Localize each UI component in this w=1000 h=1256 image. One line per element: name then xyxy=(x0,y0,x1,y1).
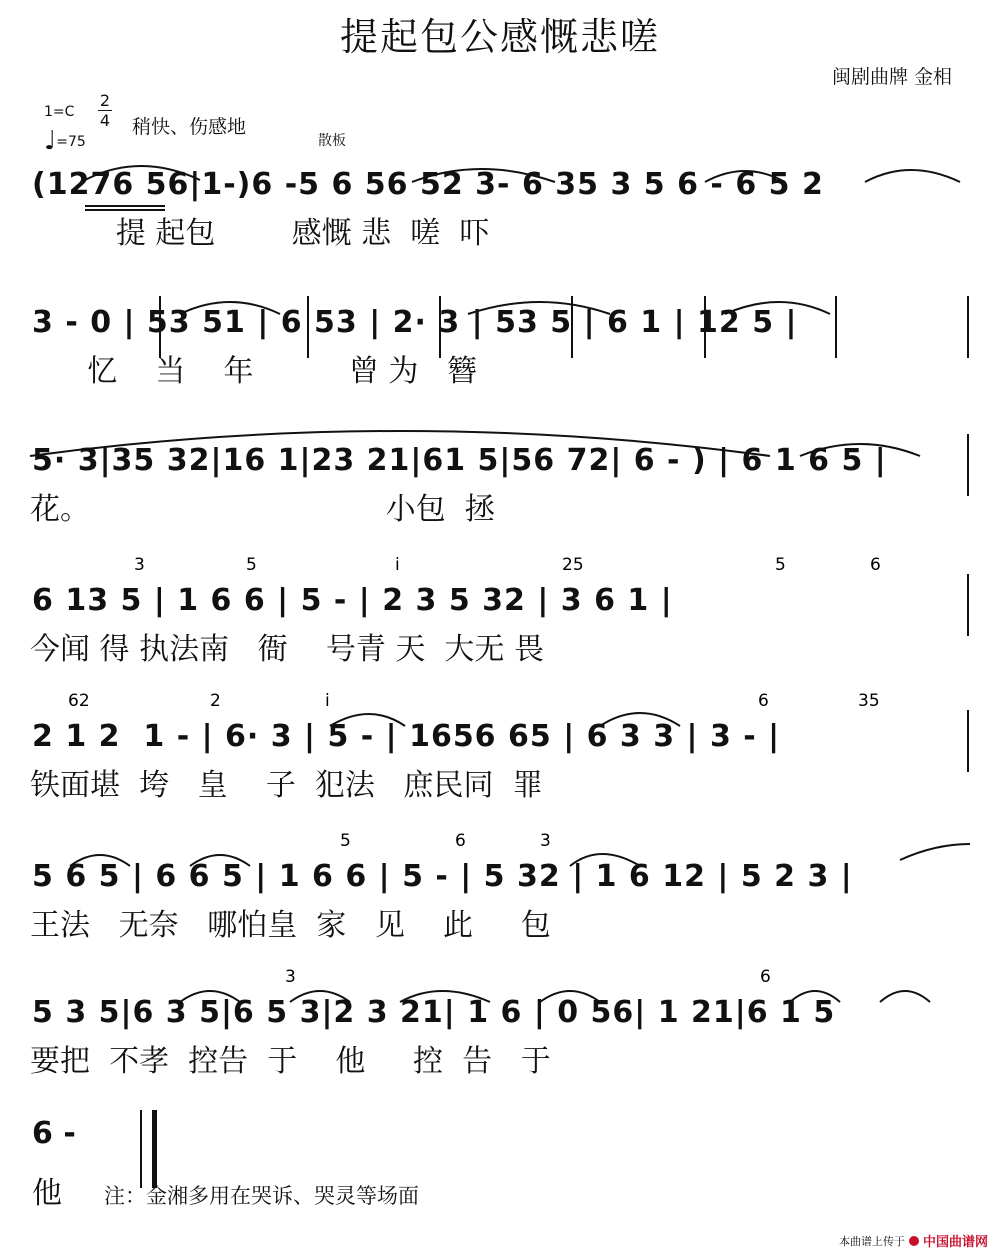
sanban-mark: 散板 xyxy=(318,133,346,149)
lyrics-line: 提 起包 感慨 悲 嗟 吓 xyxy=(30,216,490,251)
final-lyric: 他 xyxy=(32,1176,62,1211)
final-notes: 6 - xyxy=(32,1116,76,1151)
svg-text:5: 5 xyxy=(775,555,786,575)
footnote: 注：金湘多用在哭诉、哭灵等场面 xyxy=(104,1184,419,1208)
quarter-note-icon: ♩ xyxy=(44,126,57,156)
jianpu-notes: 2 1 2 1 - | 6· 3 | 5 - | 1656 65 | 6 3 3 | 3 - | xyxy=(32,719,781,754)
lyrics-line: 王法 无奈 哪怕皇 家 见 此 包 xyxy=(30,908,551,943)
final-barline xyxy=(140,1110,157,1188)
upload-label: 本曲谱上传于 xyxy=(838,1234,905,1248)
jianpu-notes: 5 3 5|6 3 5|6 5 3|2 3 21| 1 6 | 0 56| 1 21|6 1 5 xyxy=(32,995,836,1030)
meter-bottom: 4 xyxy=(99,111,111,130)
jianpu-notes: 6 13 5 | 1 6 6 | 5 - | 2 3 5 32 | 3 6 1 | xyxy=(32,583,673,618)
svg-text:2: 2 xyxy=(210,691,221,711)
key-signature: 1=C xyxy=(44,104,75,120)
lyrics-line: 铁面堪 垮 皇 子 犯法 庶民同 罪 xyxy=(30,768,543,803)
svg-text:6: 6 xyxy=(455,831,466,851)
svg-text:3: 3 xyxy=(540,831,551,851)
svg-text:62: 62 xyxy=(68,691,90,711)
svg-text:6: 6 xyxy=(758,691,769,711)
footer-watermark xyxy=(839,1231,988,1250)
svg-text:3: 3 xyxy=(285,967,296,987)
svg-text:5: 5 xyxy=(246,555,257,575)
source-label: 闽剧曲牌 金相 xyxy=(831,66,952,88)
jianpu-notes: 3 - 0 | 53 51 | 6 53 | 2· 3 | 53 5 | 6 1 | 12 5 | xyxy=(32,305,798,340)
site-logo-icon xyxy=(909,1236,919,1246)
page-title: 提起包公感慨悲嗟 xyxy=(339,15,660,59)
svg-text:5: 5 xyxy=(340,831,351,851)
svg-text:6: 6 xyxy=(760,967,771,987)
tempo-value: =75 xyxy=(56,134,86,150)
svg-text:35: 35 xyxy=(858,691,880,711)
jianpu-notes: 5· 3|35 32|16 1|23 21|61 5|56 72| 6 - ) | 6 1 6 5 | xyxy=(32,443,887,478)
svg-text:i: i xyxy=(325,691,330,711)
svg-text:i: i xyxy=(395,555,400,575)
lyrics-line: 忆 当 年 曾 为 簪 xyxy=(30,354,478,389)
jianpu-notes: 5 6 5 | 6 6 5 | 1 6 6 | 5 - | 5 32 | 1 6 12 | 5 2 3 | xyxy=(32,859,853,894)
expression-mark: 稍快、伤感地 xyxy=(132,116,247,138)
lyrics-line: 今闻 得 执法南 衙 号青 天 大无 畏 xyxy=(30,632,544,667)
lyrics-line: 花。 小包 拯 xyxy=(30,492,495,527)
svg-text:3: 3 xyxy=(134,555,145,575)
lyrics-line: 要把 不孝 控告 于 他 控 告 于 xyxy=(30,1044,551,1079)
time-signature xyxy=(98,92,112,129)
score-row xyxy=(0,967,1000,1128)
meter-top: 2 xyxy=(99,91,111,110)
site-name: 中国曲谱网 xyxy=(922,1235,988,1250)
svg-text:6: 6 xyxy=(870,555,881,575)
jianpu-notes: (1276 56|1-)6 -5 6 56 52 3- 6 35 3 5 6 - 6 5 2 xyxy=(32,167,824,202)
svg-text:25: 25 xyxy=(562,555,584,575)
